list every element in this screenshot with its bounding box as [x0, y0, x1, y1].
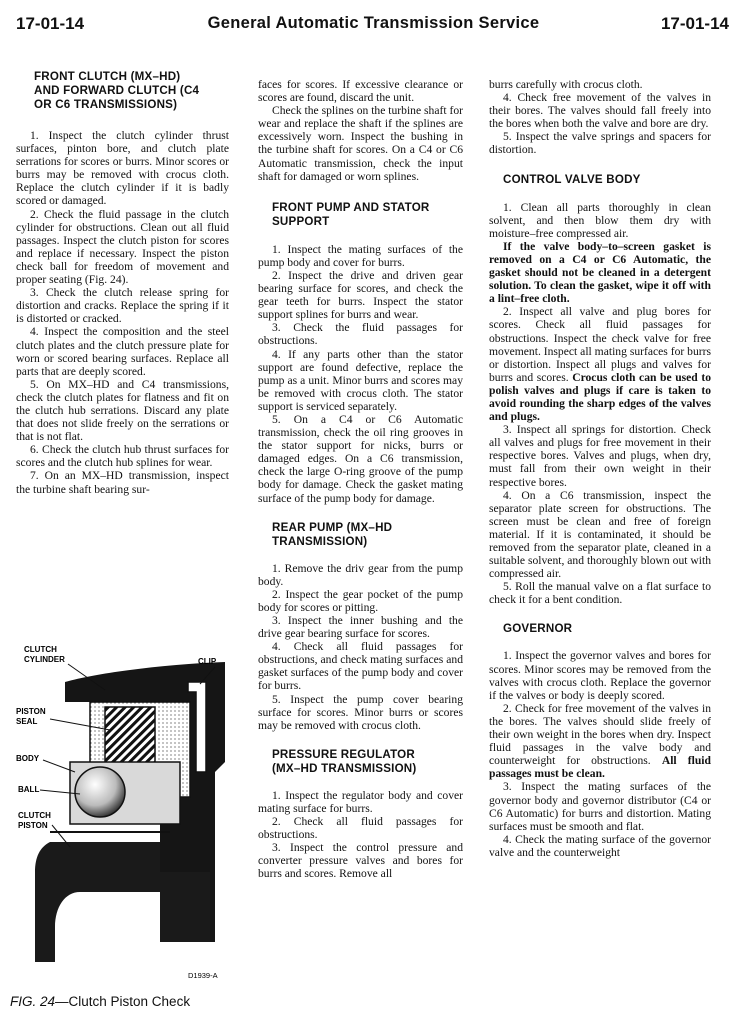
- heading-line: TRANSMISSION): [272, 534, 368, 548]
- paragraph: 6. Check the clutch hub thrust surfaces for scores and the clutch hub splines for wear.: [16, 443, 229, 470]
- paragraph: 2. Check all fluid passages for obstructions.: [258, 815, 463, 842]
- paragraph: 5. Inspect the pump cover bearing surface for scores. Minor burrs or scores may be removed with crocus cloth.: [258, 692, 463, 732]
- figure-code: D1939-A: [188, 971, 218, 980]
- paragraph: 4. On a C6 transmission, inspect the separator plate screen for obstructions. The screen must be clean and free of foreign material. If it is contaminated, it should be removed from the separator plate, cleaned in a suitable solvent, and thoroughly blown out with compressed air.: [489, 488, 711, 581]
- paragraph: 3. Check the clutch release spring for distortion and cracks. Replace the spring if it is distorted or cracked.: [16, 286, 229, 326]
- paragraph: 3. Check the fluid passages for obstructions.: [258, 321, 463, 348]
- paragraph: 3. Inspect the mating surfaces of the governor body and governor distributor (C4 or C6 Automatic) for burrs and distortion. Mating surfaces must be smooth and flat.: [489, 780, 711, 833]
- label-body: BODY: [16, 754, 40, 763]
- piston-seal-shape: [105, 707, 155, 767]
- label-clutch-cylinder: CYLINDER: [24, 655, 65, 664]
- paragraph: faces for scores. If excessive clearance or scores are found, discard the unit.: [258, 78, 463, 105]
- label-piston-seal: SEAL: [16, 717, 38, 726]
- paragraph: 1. Inspect the regulator body and cover mating surface for burrs.: [258, 788, 463, 815]
- column-2: [258, 78, 463, 881]
- caption-prefix: FIG. 24: [10, 994, 56, 1009]
- paragraph: 2. Inspect the drive and driven gear bearing surface for scores, and check the gear teeth for burrs. Inspect the stator support splines for burrs and wear.: [258, 268, 463, 322]
- paragraph: 1. Inspect the clutch cylinder thrust surfaces, pinton bore, and clutch plate serrations for scores or burrs. Minor scores or burrs may be removed with crocus cloth. Replace the clutch cylinder if it is badly scored or damaged.: [16, 129, 229, 208]
- paragraph: 5. On MX–HD and C4 transmissions, check the clutch plates for flatness and fit on the clutch hub serrations. Discard any plate that does not slide freely on the serrations or that is not flat.: [16, 377, 229, 444]
- paragraph: 1. Remove the driv gear from the pump body.: [258, 561, 463, 588]
- paragraph: 3. Inspect the control pressure and converter pressure valves and bores for burrs and scores. Remove all: [258, 841, 463, 881]
- section-heading-front-pump: [258, 201, 463, 229]
- paragraph: Check the splines on the turbine shaft for wear and replace the shaft if the splines are excessively worn. Inspect the bushing in the turbine shaft for scores. On a C4 or C6 Automatic transmission, check the input shaft for damaged or worn splines.: [258, 104, 463, 183]
- paragraph: [489, 305, 711, 423]
- paragraph: [489, 702, 711, 781]
- section-heading-pressure-regulator: [258, 748, 463, 776]
- caution-paragraph: If the valve body–to–screen gasket is removed on a C4 or C6 Automatic, the gasket should not be cleaned in a detergent solution. To clean the gasket, wipe it off with a lint–free cloth.: [489, 239, 711, 306]
- paragraph: 1. Inspect the governor valves and bores for scores. Minor scores may be removed from the valves with crocus cloth. Replace the governor if the valves or body is deeply scored.: [489, 649, 711, 702]
- paragraph: 2. Check the fluid passage in the clutch cylinder for obstructions. Clean out all fluid passages. Inspect the clutch piston for scores and replace if necessary. Inspect the piston check ball for freedom of movement and proper seating (Fig. 24).: [16, 207, 229, 287]
- paragraph-text: 2. Check for free movement of the valves in the bores. The valves should slide freely of their own weight in the bores when dry. Inspect fluid passages in the valve body and counterweight for obstructions.: [489, 701, 711, 768]
- column-3: [489, 78, 711, 859]
- ball-shape: [75, 767, 125, 817]
- label-clutch-cylinder: CLUTCH: [24, 645, 57, 654]
- caption-text: —Clutch Piston Check: [55, 994, 191, 1009]
- paragraph: 1. Inspect the mating surfaces of the pump body and cover for burrs.: [258, 242, 463, 269]
- section-heading-governor: GOVERNOR: [503, 622, 573, 636]
- caution-text: Crocus cloth can be used to polish valves and plugs if care is taken to avoid rounding the sharp edges of the valves and plugs.: [489, 370, 711, 424]
- caution-text: All fluid passages must be clean.: [489, 754, 711, 781]
- page-title: General Automatic Transmission Service: [207, 14, 540, 32]
- heading-line: SUPPORT: [272, 214, 330, 228]
- paragraph: 4. Check the mating surface of the governor valve and the counterweight: [489, 832, 711, 859]
- page-number-left: 17-01-14: [16, 14, 85, 33]
- paragraph: 5. On a C4 or C6 Automatic transmission, check the oil ring grooves in the stator support for nicks, burrs or damaged edges. On a C6 transmission, check the large O-ring groove of the pump body for damage. Check the gasket mating surface of the pump body for damage.: [258, 412, 463, 505]
- paragraph: burrs carefully with crocus cloth.: [489, 78, 643, 91]
- label-clutch-piston: PISTON: [18, 821, 48, 830]
- clutch-piston-diagram: [10, 642, 235, 985]
- paragraph: 1. Clean all parts thoroughly in clean solvent, and then blow them dry with moisture–free compressed air.: [489, 200, 711, 240]
- paragraph: 4. Inspect the composition and the steel clutch plates and the clutch pressure plate for worn or scored bearing surfaces. Replace all parts that are deeply scored.: [16, 325, 229, 378]
- heading-line: REAR PUMP (MX–HD: [272, 520, 393, 534]
- label-piston-seal: PISTON: [16, 707, 46, 716]
- paragraph: 3. Inspect the inner bushing and the drive gear bearing surface for scores.: [258, 614, 463, 641]
- section-heading-front-clutch: [16, 70, 229, 112]
- label-clip: CLIP: [198, 657, 217, 666]
- heading-line: (MX–HD TRANSMISSION): [272, 761, 417, 775]
- figure-caption: [10, 994, 190, 1009]
- paragraph: 4. If any parts other than the stator support are found defective, replace the pump as a unit. Minor burrs and scores may be removed with crocus cloth. The stator support is serviced separately.: [258, 347, 463, 413]
- heading-line: AND FORWARD CLUTCH (C4: [34, 84, 200, 97]
- section-heading-rear-pump: [258, 521, 463, 549]
- paragraph: 4. Check free movement of the valves in their bores. The valves should fall freely into the bores when both the valve and bore are dry.: [489, 91, 711, 131]
- page-number-right: 17-01-14: [660, 14, 729, 33]
- heading-line: OR C6 TRANSMISSIONS): [34, 98, 178, 111]
- label-clutch-piston: CLUTCH: [18, 811, 51, 820]
- paragraph: 5. Inspect the valve springs and spacers for distortion.: [489, 130, 711, 157]
- paragraph: 3. Inspect all springs for distortion. Check all valves and plugs for free movement in their respective bores. Valves and plugs, when dry, must fall from their own weight in their respective bores.: [489, 423, 711, 489]
- paragraph: 2. Inspect the gear pocket of the pump body for scores or pitting.: [258, 587, 463, 614]
- heading-line: PRESSURE REGULATOR: [272, 747, 415, 761]
- paragraph: 4. Check all fluid passages for obstructions, and check mating surfaces and gasket surfaces of the pump body and cover for burrs.: [258, 640, 463, 693]
- label-ball: BALL: [18, 785, 40, 794]
- column-1: [16, 70, 229, 496]
- paragraph: 7. On an MX–HD transmission, inspect the turbine shaft bearing sur-: [16, 469, 229, 496]
- paragraph-text: 2. Inspect all valve and plug bores for scores. Check all fluid passages for obstructions. Inspect the check valve for free movement. Inspect all mating surfaces for burrs or distortion. Inspect all plugs and valves for burrs and scores.: [489, 305, 711, 384]
- heading-line: FRONT PUMP AND STATOR: [272, 200, 430, 214]
- section-heading-control-valve-body: CONTROL VALVE BODY: [503, 172, 641, 186]
- paragraph: 5. Roll the manual valve on a flat surface to check it for a bent condition.: [489, 580, 711, 607]
- heading-line: FRONT CLUTCH (MX–HD): [34, 70, 181, 83]
